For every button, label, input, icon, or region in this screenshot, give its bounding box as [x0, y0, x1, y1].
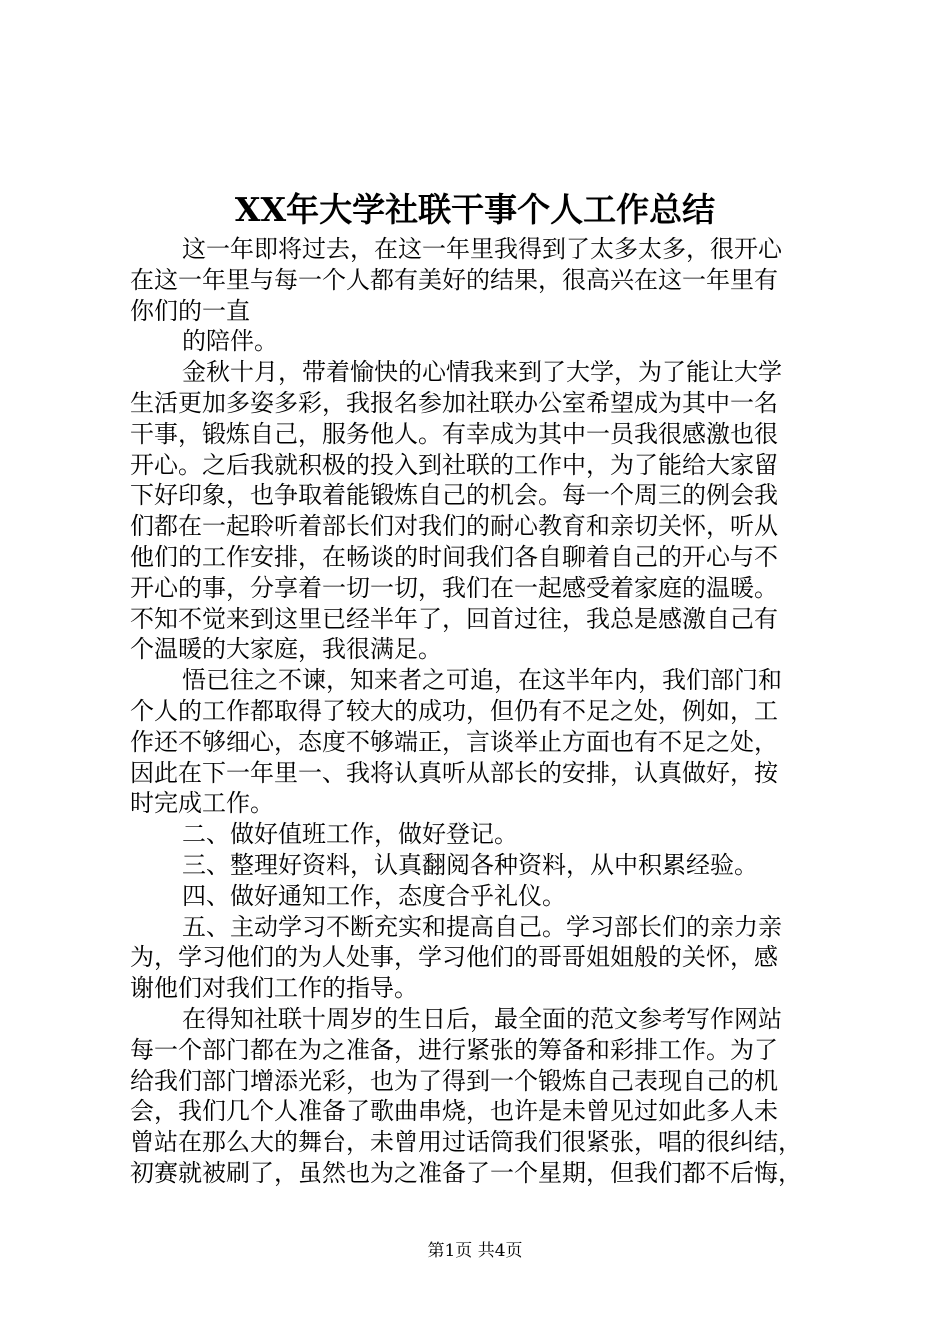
body-line: 三、整理好资料，认真翻阅各种资料，从中积累经验。 — [182, 850, 758, 879]
body-line: 个温暖的大家庭，我很满足。 — [130, 635, 442, 664]
body-line: 因此在下一年里一、我将认真听从部长的安排，认真做好，按 — [130, 758, 778, 787]
body-line: 给我们部门增添光彩，也为了得到一个锻炼自己表现自己的机 — [130, 1066, 778, 1095]
body-line: 每一个部门都在为之准备，进行紧张的筹备和彩排工作。为了 — [130, 1035, 778, 1064]
document-title: XX年大学社联干事个人工作总结 — [234, 190, 716, 229]
body-line: 初赛就被刷了，虽然也为之准备了一个星期，但我们都不后悔， — [130, 1158, 802, 1187]
body-line: 在得知社联十周岁的生日后，最全面的范文参考写作网站 — [182, 1004, 782, 1033]
body-line: 生活更加多姿多彩，我报名参加社联办公室希望成为其中一名 — [130, 388, 778, 417]
body-line: 开心的事，分享着一切一切，我们在一起感受着家庭的温暖。 — [130, 573, 778, 602]
document-body — [130, 234, 830, 1189]
body-line: 不知不觉来到这里已经半年了，回首过往，我总是感激自己有 — [130, 604, 778, 633]
body-line: 曾站在那么大的舞台，未曾用过话筒我们很紧张，唱的很纠结， — [130, 1128, 802, 1157]
body-line: 四、做好通知工作，态度合乎礼仪。 — [182, 881, 566, 910]
body-line: 的陪伴。 — [182, 327, 278, 356]
body-line: 开心。之后我就积极的投入到社联的工作中，为了能给大家留 — [130, 450, 778, 479]
body-line: 五、主动学习不断充实和提高自己。学习部长们的亲力亲 — [182, 912, 782, 941]
body-line: 这一年即将过去，在这一年里我得到了太多太多，很开心 — [182, 235, 782, 263]
body-line: 金秋十月，带着愉快的心情我来到了大学，为了能让大学 — [182, 358, 782, 387]
body-line: 们都在一起聆听着部长们对我们的耐心教育和亲切关怀，听从 — [130, 512, 778, 541]
body-line: 干事，锻炼自己，服务他人。有幸成为其中一员我很感激也很 — [130, 419, 778, 448]
body-line: 二、做好值班工作，做好登记。 — [182, 820, 518, 849]
body-line: 作还不够细心，态度不够端正，言谈举止方面也有不足之处， — [130, 727, 778, 756]
body-line: 悟已往之不谏，知来者之可追，在这半年内，我们部门和 — [182, 666, 782, 695]
body-line: 在这一年里与每一个人都有美好的结果，很高兴在这一年里有 — [130, 265, 778, 294]
page-number-footer: 第1页 共4页 — [427, 1241, 523, 1261]
body-line: 个人的工作都取得了较大的成功，但仍有不足之处，例如，工 — [130, 696, 778, 725]
body-line: 谢他们对我们工作的指导。 — [130, 974, 418, 1003]
body-line: 你们的一直 — [130, 296, 250, 325]
body-line: 为，学习他们的为人处事，学习他们的哥哥姐姐般的关怀，感 — [130, 943, 778, 972]
body-line: 会，我们几个人准备了歌曲串烧，也许是未曾见过如此多人未 — [130, 1097, 778, 1126]
body-line: 下好印象，也争取着能锻炼自己的机会。每一个周三的例会我 — [130, 481, 778, 510]
body-line: 他们的工作安排，在畅谈的时间我们各自聊着自己的开心与不 — [130, 542, 778, 571]
body-line: 时完成工作。 — [130, 789, 274, 818]
